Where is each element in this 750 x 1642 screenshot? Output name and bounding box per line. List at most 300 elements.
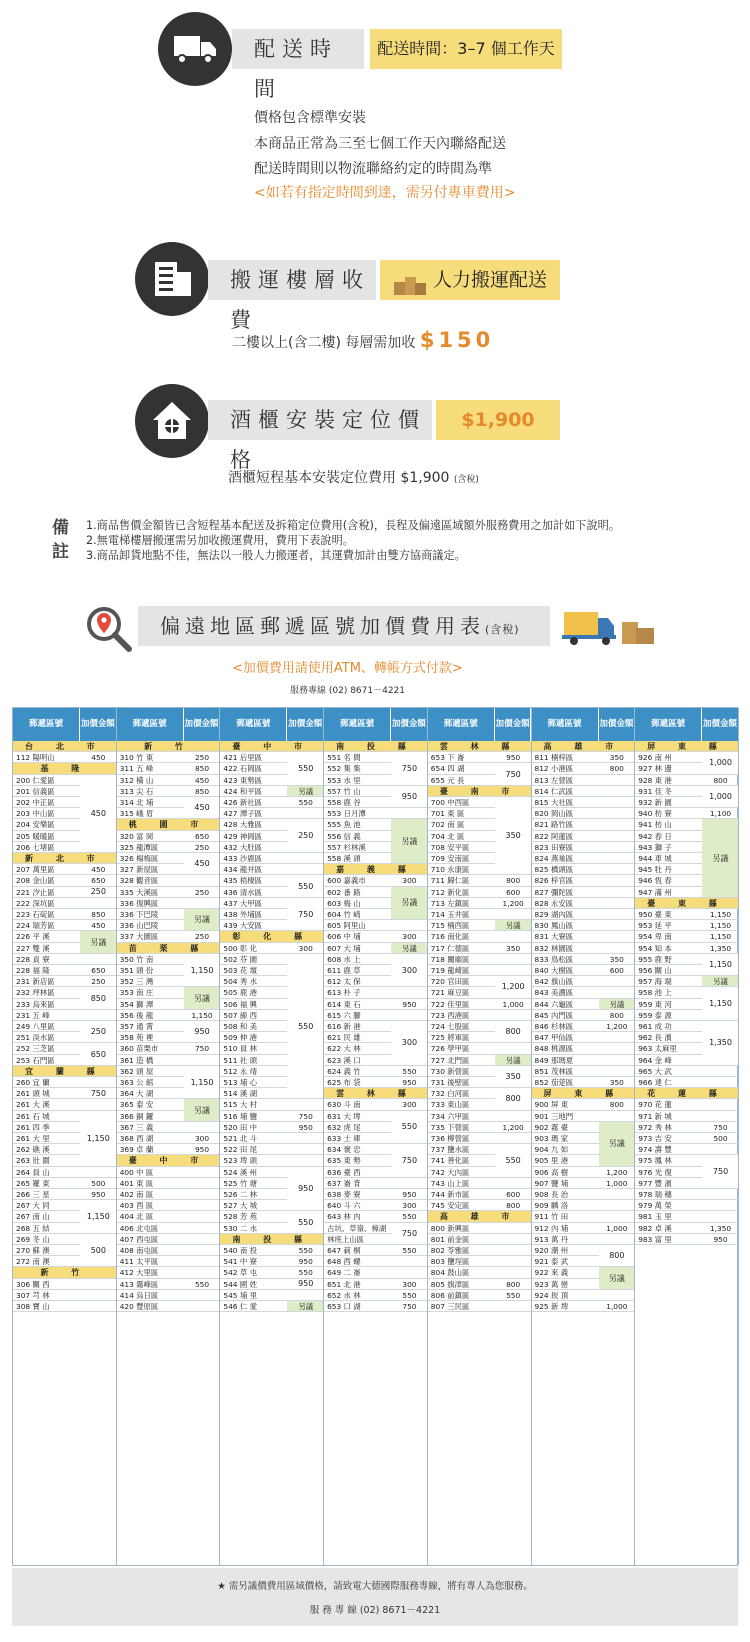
table-header-zip: 郵遞區號 [428,708,495,741]
table-region-header: 嘉 義 縣 [324,864,428,875]
table-price-cell [184,1223,221,1234]
table-price-cell [287,1099,324,1110]
table-zip-cell: 363 公 館 [117,1077,184,1088]
table-zip-cell: 635 東 勢 [324,1155,391,1166]
table-price-cell [702,1077,739,1088]
table-zip-cell: 827 彌陀區 [532,887,599,898]
delivery-line-3: 配送時間則以物流聯絡約定的時間為準 [254,161,492,177]
table-zip-cell: 832 林園區 [532,943,599,954]
table-zip-cell: 964 金 峰 [635,1055,702,1066]
table-zip-cell: 655 元 長 [428,775,495,786]
table-zip-cell: 648 西 螺 [324,1256,391,1267]
table-zip-cell: 920 潮 州 [532,1245,599,1256]
table-price-span: 450 [184,797,221,819]
table-price-cell: 650 [184,831,221,842]
table-zip-cell: 829 湖內區 [532,909,599,920]
table-zip-cell: 421 后里區 [220,752,287,763]
table-zip-cell: 361 造 橋 [117,1055,184,1066]
table-price-span: 另議 [184,1099,221,1121]
table-zip-cell: 402 南 區 [117,1189,184,1200]
table-zip-cell: 944 車 城 [635,853,702,864]
table-zip-cell: 623 溪 口 [324,1055,391,1066]
table-price-span: 250 [80,887,117,898]
table-zip-cell: 528 芳 苑 [220,1211,287,1222]
table-zip-cell: 820 岡山區 [532,808,599,819]
table-zip-cell: 911 竹 田 [532,1211,599,1222]
table-price-cell [702,1200,739,1211]
table-zip-cell: 435 梧棲區 [220,875,287,886]
table-zip-cell: 353 南 庄 [117,987,184,998]
house-icon [135,384,209,458]
remark-3: 3.商品卸貨地點不佳，無法以一般人力搬運者，其運費加計由雙方協商議定。 [86,549,466,562]
table-zip-cell: 710 永康區 [428,864,495,875]
table-zip-cell: 439 大安區 [220,920,287,931]
table-price-cell: 1,200 [495,898,532,909]
table-zip-cell: 521 北 斗 [220,1133,287,1144]
table-zip-cell: 945 牡 丹 [635,864,702,875]
table-zip-cell: 311 五 峰 [117,763,184,774]
table-price-span: 800 [599,1245,636,1267]
table-price-cell: 850 [80,909,117,920]
table-price-span: 500 [80,1234,117,1268]
table-price-cell [495,931,532,942]
remote-title-tax: (含稅) [485,623,520,636]
table-zip-cell: 953 延 平 [635,920,702,931]
table-price-cell: 1,000 [599,1301,636,1312]
table-price-cell [599,1290,636,1301]
table-price-cell [80,898,117,909]
table-price-span: 1,150 [184,1066,221,1100]
footer-line-2: 服 務 專 線 (02) 8671－4221 [309,1605,441,1616]
table-price-cell [80,1301,117,1312]
table-price-cell [287,1155,324,1166]
table-zip-cell: 502 芬 園 [220,954,287,965]
table-zip-cell: 950 臺 東 [635,909,702,920]
table-header-zip: 郵遞區號 [13,708,80,741]
table-zip-cell: 941 枋 山 [635,819,702,830]
table-price-cell: 350 [599,1077,636,1088]
table-price-cell: 350 [599,954,636,965]
table-zip-cell: 909 麟 洛 [532,1200,599,1211]
install-text: 酒櫃短程基本安裝定位費用 $1,900 [228,470,450,486]
table-zip-cell: 516 埔 鹽 [220,1111,287,1122]
table-zip-cell: 312 橫 山 [117,775,184,786]
table-price-cell [287,808,324,819]
table-price-cell [495,965,532,976]
table-zip-cell: 846 杉林區 [532,1021,599,1032]
table-price-cell [80,954,117,965]
table-price-cell [184,1290,221,1301]
table-zip-cell: 602 番 路 [324,887,391,898]
table-zip-cell: 830 鳳山區 [532,920,599,931]
table-zip-cell: 802 苓雅區 [428,1245,495,1256]
table-price-cell: 另議 [495,920,532,931]
table-price-cell: 另議 [599,999,636,1010]
table-zip-cell: 222 深坑區 [13,898,80,909]
table-zip-cell: 932 新 園 [635,797,702,808]
table-price-cell [702,1144,739,1155]
table-price-cell: 1,200 [599,1021,636,1032]
remote-title [138,606,550,646]
table-zip-cell: 904 九 如 [532,1144,599,1155]
table-zip-cell: 553 水 里 [324,775,391,786]
table-zip-cell: 327 新屋區 [117,864,184,875]
table-header-zip: 郵遞區號 [220,708,287,741]
table-zip-cell: 204 安樂區 [13,819,80,830]
table-zip-cell: 956 關 山 [635,965,702,976]
table-zip-cell: 844 六龜區 [532,999,599,1010]
table-price-cell: 1,150 [702,931,739,942]
table-price-span: 750 [495,763,532,785]
table-zip-cell: 970 花 蓮 [635,1099,702,1110]
table-price-cell [495,1133,532,1144]
table-price-cell: 600 [495,1189,532,1200]
table-zip-cell: 557 杉林溪 [324,842,391,853]
table-price-cell: 300 [287,943,324,954]
table-zip-cell: 606 中 埔 [324,931,391,942]
table-price-cell [287,1144,324,1155]
table-region-header: 宜 蘭 縣 [13,1066,117,1077]
table-header-price: 加價金額 [80,708,117,741]
table-zip-cell: 842 旗山區 [532,976,599,987]
table-price-cell [599,864,636,875]
table-price-span: 650 [80,1043,117,1065]
table-zip-cell: 260 宜 蘭 [13,1077,80,1088]
install-line [228,467,479,487]
table-price-cell [184,898,221,909]
table-price-span: 950 [391,786,428,808]
table-price-cell: 250 [184,931,221,942]
install-tax: (含稅) [453,475,479,485]
table-price-cell: 800 [599,1099,636,1110]
table-zip-cell: 261 石 城 [13,1111,80,1122]
table-zip-cell: 722 佳里區 [428,999,495,1010]
table-price-cell: 950 [495,752,532,763]
table-price-cell: 1,200 [495,1122,532,1133]
table-zip-cell: 264 員 山 [13,1167,80,1178]
table-zip-cell: 524 溪 州 [220,1167,287,1178]
table-zip-cell: 510 員 林 [220,1043,287,1054]
table-price-cell [80,1290,117,1301]
table-price-span: 1,150 [702,954,739,976]
boxes-icon [393,270,427,292]
table-price-cell [495,1245,532,1256]
table-zip-cell: 357 通 霄 [117,1021,184,1032]
table-zip-cell: 974 壽 豐 [635,1144,702,1155]
table-zip-cell: 624 義 竹 [324,1066,391,1077]
table-zip-cell: 504 秀 水 [220,976,287,987]
table-price-cell [599,987,636,998]
delivery-note: <如若有指定時間到達，需另付專車費用> [254,185,516,201]
table-zip-cell: 557 竹 山 [324,786,391,797]
table-zip-cell: 205 暖暖區 [13,831,80,842]
table-zip-cell: 614 東 石 [324,999,391,1010]
table-price-cell [599,775,636,786]
table-zip-cell: 336 復興區 [117,898,184,909]
table-price-span: 250 [80,1021,117,1043]
table-price-span: 1,000 [702,752,739,774]
remark-1: 1.商品售價金額皆已含短程基本配送及拆箱定位費用(含稅)，長程及偏遠區域額外服務費用之加計如下說明。 [86,519,621,532]
table-zip-cell: 851 茂林區 [532,1066,599,1077]
table-zip-cell: 631 大 埤 [324,1111,391,1122]
table-price-cell [495,1267,532,1278]
table-zip-cell: 812 小港區 [532,763,599,774]
table-price-span: 750 [391,1144,428,1178]
table-price-cell: 750 [391,1301,428,1312]
table-region-header: 新 竹 [13,1267,117,1278]
table-price-cell: 550 [391,1211,428,1222]
table-header-price: 加價金額 [599,708,636,741]
table-price-span: 1,000 [702,786,739,808]
table-zip-cell: 719 龍崎區 [428,965,495,976]
table-zip-cell: 404 北 區 [117,1211,184,1222]
table-zip-cell: 232 坪林區 [13,987,80,998]
table-price-cell [391,1256,428,1267]
table-price-cell [599,1111,636,1122]
table-zip-cell: 555 魚 池 [324,819,391,830]
table-price-cell: 550 [287,1245,324,1256]
table-zip-cell: 422 石岡區 [220,763,287,774]
table-zip-cell: 207 萬里區 [13,864,80,875]
table-price-span: 950 [287,1279,324,1290]
table-zip-cell: 901 三地門 [532,1111,599,1122]
table-zip-cell: 362 頭 屋 [117,1066,184,1077]
table-price-cell [80,1010,117,1021]
table-region-header: 屏 東 縣 [635,741,739,752]
remote-fee-table [12,707,738,1566]
table-price-cell: 950 [184,1144,221,1155]
table-zip-cell: 424 和平區 [220,786,287,797]
table-price-span: 850 [80,987,117,1009]
table-price-cell [391,1267,428,1278]
table-zip-cell: 546 仁 愛 [220,1301,287,1312]
table-zip-cell: 736 柳營區 [428,1133,495,1144]
table-zip-cell: 721 麻豆區 [428,987,495,998]
table-zip-cell: 252 三芝區 [13,1043,80,1054]
table-price-cell: 600 [495,887,532,898]
table-zip-cell: 337 大園區 [117,931,184,942]
table-price-span: 250 [287,819,324,853]
table-price-span: 550 [287,954,324,1100]
table-zip-cell: 360 苗栗市 [117,1043,184,1054]
table-zip-cell: 821 路竹區 [532,819,599,830]
table-price-cell [599,931,636,942]
table-zip-cell: 958 池 上 [635,987,702,998]
table-zip-cell: 647 莿 桐 [324,1245,391,1256]
table-zip-cell: 734 六甲區 [428,1111,495,1122]
table-zip-cell: 206 七堵區 [13,842,80,853]
table-zip-cell: 314 北 埔 [117,797,184,808]
table-price-cell: 950 [702,1234,739,1245]
table-zip-cell: 556 信 義 [324,831,391,842]
table-zip-cell: 616 新 港 [324,1021,391,1032]
table-price-cell: 另議 [287,786,324,797]
table-zip-cell: 946 恆 春 [635,875,702,886]
table-zip-cell: 358 苑 裡 [117,1032,184,1043]
table-price-cell [495,1043,532,1054]
table-zip-cell: 718 關廟區 [428,954,495,965]
table-zip-cell: 200 仁愛區 [13,775,80,786]
table-price-cell [599,831,636,842]
table-price-cell [184,1167,221,1178]
table-zip-cell: 320 富 岡 [117,831,184,842]
table-price-cell [702,1211,739,1222]
table-price-cell: 1,000 [495,999,532,1010]
table-zip-cell: 843 美濃區 [532,987,599,998]
table-zip-cell: 907 鹽 埔 [532,1178,599,1189]
table-zip-cell: 611 鹿 草 [324,965,391,976]
table-zip-cell: 208 金山區 [13,875,80,886]
table-price-cell [80,1279,117,1290]
table-zip-cell: 727 北門區 [428,1055,495,1066]
table-zip-cell: 231 五 峰 [13,1010,80,1021]
table-zip-cell: 350 竹 南 [117,954,184,965]
table-price-cell: 450 [80,752,117,763]
table-region-header: 臺 南 市 [428,786,532,797]
table-price-cell: 950 [391,1077,428,1088]
table-zip-cell: 413 霧峰區 [117,1279,184,1290]
table-zip-cell: 942 春 日 [635,831,702,842]
table-zip-cell: 833 鳥松區 [532,954,599,965]
table-zip-cell: 913 萬 丹 [532,1234,599,1245]
table-price-cell: 550 [287,1267,324,1278]
table-price-cell [599,898,636,909]
table-zip-cell: 612 太 保 [324,976,391,987]
table-price-cell: 750 [702,1122,739,1133]
table-zip-cell: 731 後壁區 [428,1077,495,1088]
table-zip-cell: 643 林 內 [324,1211,391,1222]
table-region-header: 新 竹 [117,741,221,752]
table-price-cell: 750 [184,1043,221,1054]
table-zip-cell: 228 福 隆 [13,965,80,976]
table-zip-cell: 741 善化區 [428,1155,495,1166]
table-zip-cell: 921 泰 武 [532,1256,599,1267]
table-price-cell [184,875,221,886]
table-price-cell: 1,000 [599,1223,636,1234]
table-zip-cell: 231 新店區 [13,976,80,987]
table-zip-cell: 525 竹 塘 [220,1178,287,1189]
table-region-header: 新 北 市 [13,853,117,864]
table-price-cell: 1,350 [702,1223,739,1234]
table-price-cell: 950 [391,1189,428,1200]
table-zip-cell: 351 頭 份 [117,965,184,976]
table-price-cell [391,920,428,931]
table-price-cell [599,1066,636,1077]
table-price-span: 800 [495,1021,532,1043]
table-zip-cell: 608 水 上 [324,954,391,965]
table-zip-cell: 927 林 邊 [635,763,702,774]
table-zip-cell: 403 西 區 [117,1200,184,1211]
table-zip-cell: 923 萬 巒 [532,1279,599,1290]
table-price-cell: 600 [599,965,636,976]
table-zip-cell: 708 安平區 [428,842,495,853]
table-region-header: 花 蓮 縣 [635,1088,739,1099]
table-header-price: 加價金額 [702,708,739,741]
table-zip-cell: 926 南 州 [635,752,702,763]
table-price-cell [287,1290,324,1301]
table-zip-cell: 959 泰 源 [635,1010,702,1021]
table-zip-cell: 713 左鎮區 [428,898,495,909]
delivery-badge: 配送時間：3–7 個工作天 [370,29,562,69]
table-header-zip: 郵遞區號 [324,708,391,741]
table-price-cell [702,1111,739,1122]
table-zip-cell: 310 竹 東 [117,752,184,763]
table-zip-cell: 226 平 溪 [13,931,80,942]
table-zip-cell: 654 四 湖 [428,763,495,774]
table-price-cell: 800 [495,1200,532,1211]
floor-badge-label: 人力搬運配送 [433,269,548,291]
table-zip-cell: 704 北 區 [428,831,495,842]
table-zip-cell: 976 光 復 [635,1167,702,1178]
table-zip-cell: 426 新社區 [220,797,287,808]
table-price-cell [391,1010,428,1021]
table-zip-cell: 965 大 武 [635,1066,702,1077]
table-price-cell [391,808,428,819]
table-zip-cell: 845 內門區 [532,1010,599,1021]
table-zip-cell: 723 西港區 [428,1010,495,1021]
table-price-span: 350 [495,1066,532,1088]
table-price-cell [184,1301,221,1312]
table-zip-cell: 406 北屯區 [117,1223,184,1234]
table-price-cell [495,954,532,965]
table-region-header: 桃 園 市 [117,819,221,830]
table-zip-cell: 803 鹽埕區 [428,1256,495,1267]
table-divider [738,708,739,1565]
table-price-cell: 1,100 [702,808,739,819]
table-zip-cell: 963 太麻里 [635,1043,702,1054]
table-zip-cell: 326 楊梅區 [117,853,184,864]
table-zip-cell: 366 銅 鑼 [117,1111,184,1122]
table-price-cell [184,1055,221,1066]
floor-price: $150 [419,328,495,352]
table-price-cell: 850 [184,786,221,797]
table-zip-cell: 852 茄萣區 [532,1077,599,1088]
table-price-cell [599,943,636,954]
table-zip-cell: 928 東 港 [635,775,702,786]
table-price-cell: 800 [599,763,636,774]
table-region-header: 高 雄 市 [532,741,636,752]
table-zip-cell: 840 大樹區 [532,965,599,976]
table-zip-cell: 701 東 區 [428,808,495,819]
table-price-span: 另議 [80,931,117,953]
table-price-span: 550 [391,1111,428,1145]
table-zip-cell: 804 鼓山區 [428,1267,495,1278]
table-region-header: 南 投 縣 [220,1234,324,1245]
table-zip-cell: 434 龍井區 [220,864,287,875]
table-header-price: 加價金額 [391,708,428,741]
table-price-cell [599,976,636,987]
table-price-span: 1,150 [702,987,739,1021]
table-zip-cell: 429 神岡區 [220,831,287,842]
table-zip-cell: 272 南 澳 [13,1256,80,1267]
table-price-cell: 450 [184,775,221,786]
table-zip-cell: 541 中 寮 [220,1256,287,1267]
table-region-header: 苗 栗 縣 [117,943,221,954]
table-zip-cell: 807 三民區 [428,1301,495,1312]
table-price-cell [599,1032,636,1043]
remote-title-text: 偏遠地區郵遞區號加價費用表 [160,614,485,638]
table-zip-cell: 637 崙 背 [324,1178,391,1189]
table-zip-cell: 520 田 中 [220,1122,287,1133]
table-zip-cell: 724 七股區 [428,1021,495,1032]
table-price-cell [495,1256,532,1267]
table-price-cell [599,909,636,920]
floor-badge [380,260,560,300]
table-zip-cell: 261 大 溪 [13,1099,80,1110]
table-zip-cell: 954 卑 南 [635,931,702,942]
table-zip-cell: 900 屏 東 [532,1099,599,1110]
table-price-span: 350 [495,797,532,875]
